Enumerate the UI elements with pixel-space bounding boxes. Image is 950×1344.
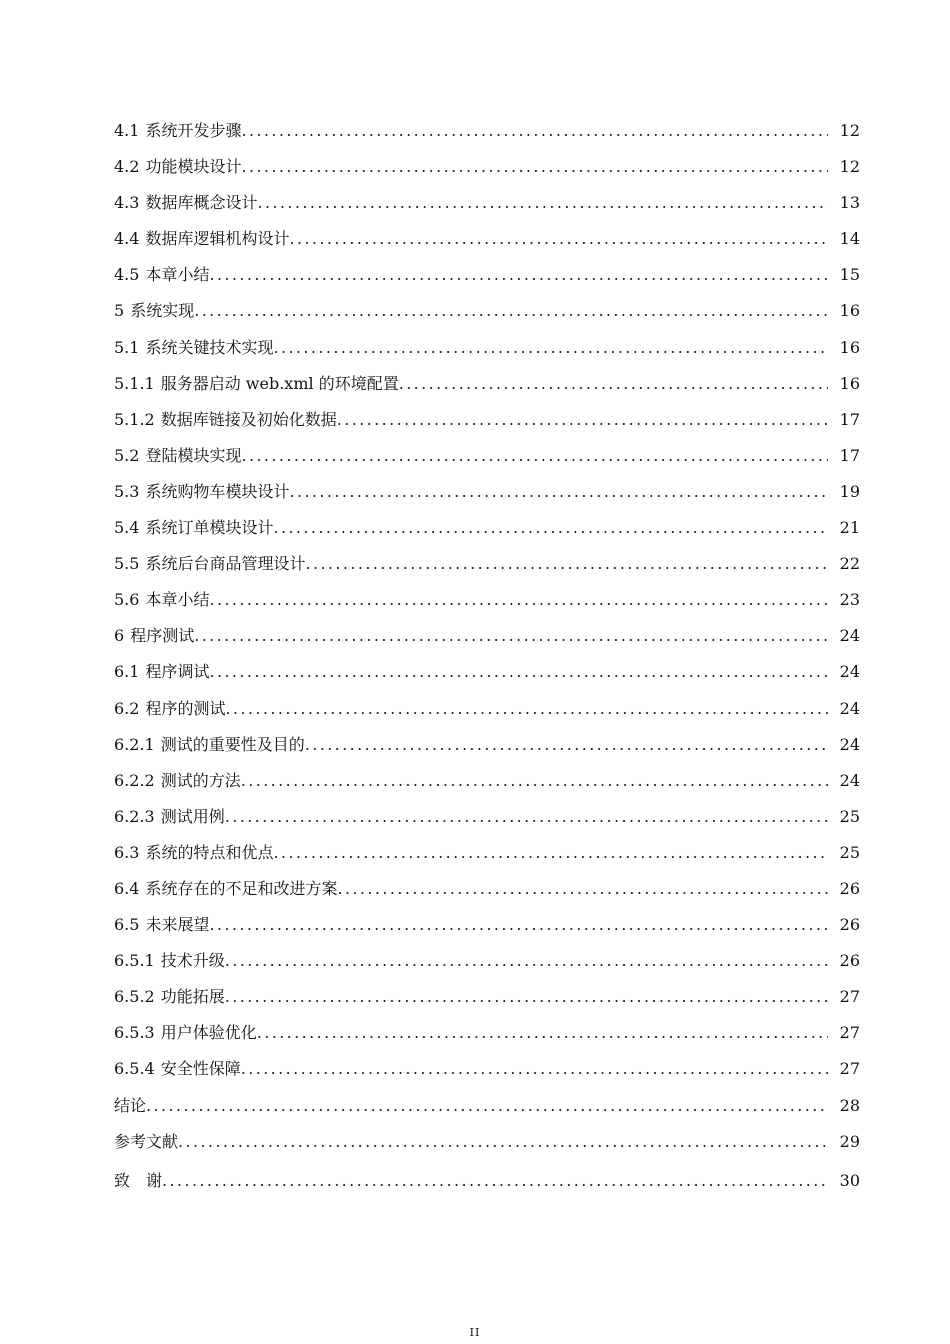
toc-entry[interactable] bbox=[114, 803, 860, 839]
dot-leader bbox=[225, 695, 827, 723]
toc-entry-page: 23 bbox=[839, 590, 860, 610]
toc-entry-title: 数据库逻辑机构设计 bbox=[145, 229, 290, 249]
page-number-footer: II bbox=[469, 1326, 481, 1339]
toc-entry-number: 4.3 bbox=[114, 193, 140, 213]
dot-leader bbox=[209, 261, 827, 289]
toc-entry-title: 程序调试 bbox=[145, 662, 210, 682]
toc-entry-number: 6.2.1 bbox=[114, 734, 155, 754]
dot-leader bbox=[178, 1128, 828, 1156]
toc-entry-number: 6.4 bbox=[114, 878, 140, 898]
toc-entry[interactable] bbox=[114, 947, 860, 983]
toc-entry-title: 系统关键技术实现 bbox=[145, 337, 274, 357]
toc-entry-number: 5.4 bbox=[114, 518, 140, 538]
toc-entry-title: 测试的重要性及目的 bbox=[160, 734, 305, 754]
toc-entry-page: 13 bbox=[839, 193, 860, 213]
toc-entry-page: 15 bbox=[839, 265, 860, 285]
dot-leader bbox=[257, 189, 827, 217]
toc-entry-number: 6.5 bbox=[114, 915, 140, 935]
toc-entry-number: 6.5.4 bbox=[114, 1059, 155, 1079]
toc-entry-title: 程序测试 bbox=[130, 626, 195, 646]
toc-entry-number: 6.1 bbox=[114, 662, 140, 682]
dot-leader bbox=[241, 153, 827, 181]
dot-leader bbox=[289, 478, 827, 506]
toc-entry-page: 24 bbox=[839, 770, 860, 790]
toc-entry-page: 24 bbox=[839, 662, 860, 682]
dot-leader bbox=[241, 117, 827, 145]
dot-leader bbox=[162, 1167, 828, 1195]
toc-entry-number: 4.5 bbox=[114, 265, 140, 285]
toc-entry-number: 6.3 bbox=[114, 842, 140, 862]
toc-entry[interactable] bbox=[114, 767, 860, 803]
toc-entry[interactable] bbox=[114, 1167, 860, 1207]
toc-entry-title: 结论 bbox=[114, 1095, 147, 1115]
toc-entry-number: 6.2.2 bbox=[114, 770, 155, 790]
toc-entry-number: 6.5.2 bbox=[114, 987, 155, 1007]
toc-entry-number: 5.1.2 bbox=[114, 409, 155, 429]
toc-entry-page: 25 bbox=[839, 842, 860, 862]
toc-entry-title: 安全性保障 bbox=[160, 1059, 241, 1079]
dot-leader bbox=[273, 839, 827, 867]
toc-entry[interactable] bbox=[114, 406, 860, 442]
toc-entry-title: 致 谢 bbox=[114, 1170, 163, 1190]
toc-entry-title: 测试用例 bbox=[160, 806, 225, 826]
toc-entry-title: 测试的方法 bbox=[160, 770, 241, 790]
toc-entry-title: 系统后台商品管理设计 bbox=[145, 554, 306, 574]
toc-entry-title: 系统存在的不足和改进方案 bbox=[145, 878, 338, 898]
toc-entry-page: 12 bbox=[839, 121, 860, 140]
toc-entry-title: 系统开发步骤 bbox=[145, 121, 242, 140]
toc-entry-number: 5.2 bbox=[114, 445, 140, 465]
toc-entry-number: 6.5.1 bbox=[114, 951, 155, 971]
toc-entry-title: 参考文献 bbox=[114, 1131, 179, 1151]
toc-entry-page: 12 bbox=[839, 157, 860, 177]
toc-entry-number: 6.2 bbox=[114, 698, 140, 718]
toc-entry[interactable] bbox=[114, 1055, 860, 1091]
toc-entry-title: 程序的测试 bbox=[145, 698, 226, 718]
toc-entry-page: 24 bbox=[839, 626, 860, 646]
dot-leader bbox=[225, 947, 828, 975]
dot-leader bbox=[241, 767, 828, 795]
toc-entry[interactable] bbox=[114, 370, 860, 406]
dot-leader bbox=[305, 550, 827, 578]
toc-entry-title: 系统的特点和优点 bbox=[145, 842, 274, 862]
toc-entry[interactable] bbox=[114, 334, 860, 370]
toc-entry-title: 用户体验优化 bbox=[160, 1023, 257, 1043]
toc-entry[interactable] bbox=[114, 297, 860, 333]
toc-entry-page: 28 bbox=[839, 1095, 860, 1115]
toc-entry-page: 26 bbox=[839, 878, 860, 898]
toc-entry-page: 17 bbox=[839, 409, 860, 429]
dot-leader bbox=[337, 406, 828, 434]
toc-entry-page: 27 bbox=[839, 1059, 860, 1079]
toc-entry-title: 本章小结 bbox=[145, 590, 210, 610]
dot-leader bbox=[225, 803, 828, 831]
dot-leader bbox=[241, 442, 827, 470]
dot-leader bbox=[337, 875, 827, 903]
toc-entry-number: 5.6 bbox=[114, 590, 140, 610]
toc-entry[interactable] bbox=[114, 1128, 860, 1164]
toc-entry[interactable] bbox=[114, 117, 860, 153]
toc-entry-number: 5.5 bbox=[114, 554, 140, 574]
toc-entry-page: 22 bbox=[839, 554, 860, 574]
table-of-contents bbox=[114, 117, 860, 1207]
dot-leader bbox=[257, 1019, 828, 1047]
dot-leader bbox=[273, 514, 827, 542]
toc-entry[interactable] bbox=[114, 261, 860, 297]
toc-entry-page: 30 bbox=[839, 1170, 860, 1190]
toc-entry-title: 技术升级 bbox=[160, 951, 225, 971]
toc-entry-title: 功能模块设计 bbox=[145, 157, 242, 177]
dot-leader bbox=[209, 586, 827, 614]
toc-entry-page: 27 bbox=[839, 987, 860, 1007]
toc-entry[interactable] bbox=[114, 911, 860, 947]
toc-entry[interactable] bbox=[114, 839, 860, 875]
toc-entry-title: 未来展望 bbox=[145, 915, 210, 935]
dot-leader bbox=[399, 370, 828, 398]
toc-entry-number: 6.5.3 bbox=[114, 1023, 155, 1043]
toc-entry[interactable] bbox=[114, 478, 860, 514]
toc-entry[interactable] bbox=[114, 189, 860, 225]
toc-entry-page: 17 bbox=[839, 445, 860, 465]
dot-leader bbox=[194, 297, 827, 325]
toc-entry-page: 29 bbox=[839, 1131, 860, 1151]
toc-entry-title: 系统购物车模块设计 bbox=[145, 481, 290, 501]
toc-entry-title: 系统实现 bbox=[130, 301, 195, 321]
toc-entry-title: 功能拓展 bbox=[160, 987, 225, 1007]
dot-leader bbox=[209, 658, 827, 686]
toc-entry-number: 5.1.1 bbox=[114, 373, 155, 393]
dot-leader bbox=[241, 1055, 828, 1083]
toc-entry-title: 数据库概念设计 bbox=[145, 193, 258, 213]
dot-leader bbox=[289, 225, 827, 253]
toc-entry[interactable] bbox=[114, 514, 860, 550]
dot-leader bbox=[305, 731, 828, 759]
toc-entry-title: 本章小结 bbox=[145, 265, 210, 285]
toc-entry-number: 5.3 bbox=[114, 481, 140, 501]
toc-entry-page: 16 bbox=[839, 337, 860, 357]
toc-entry-page: 24 bbox=[839, 698, 860, 718]
toc-entry-page: 27 bbox=[839, 1023, 860, 1043]
toc-entry-title: 登陆模块实现 bbox=[145, 445, 242, 465]
toc-entry[interactable] bbox=[114, 153, 860, 189]
toc-entry[interactable] bbox=[114, 1019, 860, 1055]
toc-entry-page: 21 bbox=[839, 518, 860, 538]
toc-entry-page: 26 bbox=[839, 915, 860, 935]
toc-entry-page: 24 bbox=[839, 734, 860, 754]
dot-leader bbox=[194, 622, 827, 650]
toc-entry-number: 4.1 bbox=[114, 121, 140, 140]
toc-entry-page: 19 bbox=[839, 481, 860, 501]
dot-leader bbox=[209, 911, 827, 939]
toc-entry-number: 4.2 bbox=[114, 157, 140, 177]
toc-entry-number: 5 bbox=[114, 301, 125, 321]
toc-entry-page: 14 bbox=[839, 229, 860, 249]
dot-leader bbox=[146, 1092, 828, 1120]
toc-entry[interactable] bbox=[114, 1092, 860, 1128]
toc-entry-title: 服务器启动 web.xml 的环境配置 bbox=[160, 373, 399, 393]
toc-entry[interactable] bbox=[114, 550, 860, 586]
toc-entry[interactable] bbox=[114, 658, 860, 694]
toc-entry[interactable] bbox=[114, 622, 860, 658]
toc-entry-number: 6.2.3 bbox=[114, 806, 155, 826]
toc-entry[interactable] bbox=[114, 225, 860, 261]
toc-entry-page: 26 bbox=[839, 951, 860, 971]
toc-entry[interactable] bbox=[114, 983, 860, 1019]
toc-entry-title: 数据库链接及初始化数据 bbox=[160, 409, 337, 429]
toc-entry-title: 系统订单模块设计 bbox=[145, 518, 274, 538]
toc-entry[interactable] bbox=[114, 731, 860, 767]
toc-entry-number: 5.1 bbox=[114, 337, 140, 357]
toc-entry-page: 16 bbox=[839, 301, 860, 321]
dot-leader bbox=[273, 334, 827, 362]
toc-entry[interactable] bbox=[114, 586, 860, 622]
dot-leader bbox=[225, 983, 828, 1011]
toc-entry-page: 16 bbox=[839, 373, 860, 393]
toc-entry[interactable] bbox=[114, 695, 860, 731]
toc-entry[interactable] bbox=[114, 442, 860, 478]
toc-entry-number: 6 bbox=[114, 626, 125, 646]
toc-entry[interactable] bbox=[114, 875, 860, 911]
toc-entry-page: 25 bbox=[839, 806, 860, 826]
toc-entry-number: 4.4 bbox=[114, 229, 140, 249]
